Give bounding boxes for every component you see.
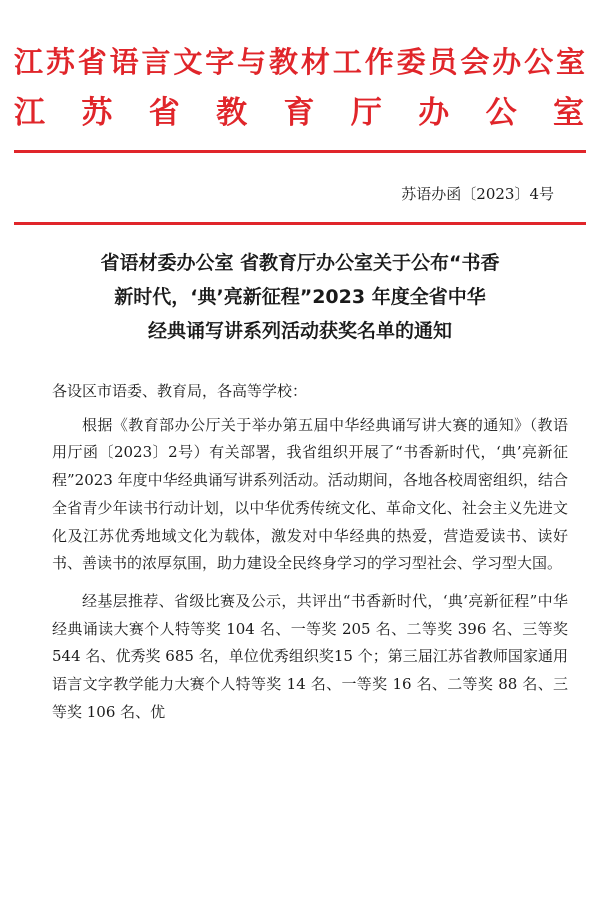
body-paragraph: 根据《教育部办公厅关于举办第五届中华经典诵写讲大赛的通知》（教语用厅函〔2023〕2号）有关部署，我省组织开展了“书香新时代，‘典’亮新征程”2023 年度中华经典诵写讲系列活动。活动期间，各地各校周密组织，结合全省青少年读书行动计划，以中华优秀传统文化、革命文化、社会主义先进文化及江苏优秀地域文化为载体，激发对中华经典的热爱，营造爱读书、读好书、善读书的浓厚氛围，助力建设全民终身学习的学习型社会、学习型大国。 — [52, 415, 568, 573]
issuer-line-1: 江苏省语言文字与教材工作委员会办公室 — [14, 45, 586, 79]
red-rule-bottom — [14, 222, 586, 225]
document-body — [52, 378, 568, 726]
title-line: 省语材委办公室 省教育厅办公室关于公布“书香 — [100, 252, 500, 274]
document-number: 苏语办函〔2023〕4号 — [401, 185, 554, 203]
body-paragraph: 经基层推荐、省级比赛及公示，共评出“书香新时代，‘典’亮新征程”中华经典诵读大赛个人特等奖 104 名、一等奖 205 名、二等奖 396 名、三等奖 544 名、优秀奖 685 名，单位优秀组织奖15 个；第三届江苏省教师国家通用语言文字教学能力大赛个人特等奖 14 名、一等奖 16 名、二等奖 88 名、三等奖 106 名、优 — [52, 591, 568, 721]
document-title — [40, 246, 560, 348]
title-line: 经典诵写讲系列活动获奖名单的通知 — [147, 320, 452, 342]
red-rule-top — [14, 150, 586, 153]
title-line: 新时代，‘典’亮新征程”2023 年度全省中华 — [114, 286, 486, 308]
salutation: 各设区市语委、教育局，各高等学校： — [52, 382, 308, 400]
issuer-line-2: 江苏省教育厅办公室 — [14, 95, 586, 131]
